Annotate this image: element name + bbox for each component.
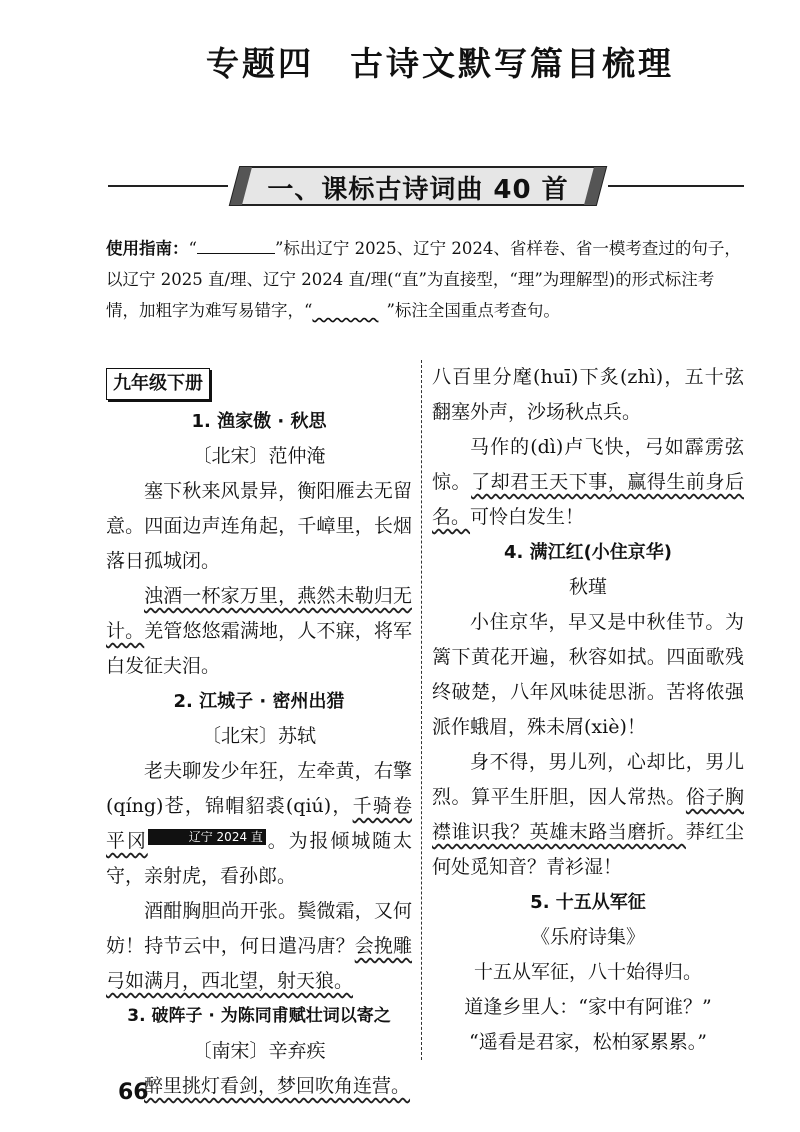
poem-2-stanza-1 — [106, 754, 412, 894]
poem-2-line: 酒酣胸胆尚开张。鬓微霜，又何妨！持节云中，何日遣冯唐？ — [106, 900, 412, 957]
poem-2-key-line: 千骑卷平冈 — [106, 795, 412, 852]
underline-sample — [197, 239, 275, 254]
poem-1-title: 1. 渔家傲 · 秋思 — [191, 411, 327, 432]
poem-4-title: 4. 满江红(小住京华) — [503, 542, 673, 563]
left-column — [106, 366, 412, 1104]
poem-2-title: 2. 江城子 · 密州出猎 — [173, 691, 345, 712]
grade-label: 九年级下册 — [106, 368, 210, 400]
poem-4-key-line: 俗子胸襟谁识我？英雄末路当磨折。 — [432, 786, 744, 843]
banner-rule-left — [108, 185, 228, 187]
poem-2-key-line: 会挽雕弓如满月，西北望，射天狼。 — [106, 935, 412, 992]
poem-2-line: 老夫聊发少年狂，左牵黄，右擎(qíng)苍，锦帽貂裘(qiú)， — [106, 760, 412, 817]
exam-tag: 辽宁 2024 直 — [148, 829, 266, 845]
right-column — [432, 360, 744, 1060]
page-title: 专题四 古诗文默写篇目梳理 — [206, 44, 674, 83]
poem-4-stanza-1: 小住京华，早又是中秋佳节。为篱下黄花开遍，秋容如拭。四面歌残终破楚，八年风味徒思浙。苦将侬强派作蛾眉，殊未屑(xiè)！ — [432, 611, 744, 738]
column-divider — [421, 360, 422, 1060]
poem-1-stanza-1: 塞下秋来风景异，衡阳雁去无留意。四面边声连角起，千嶂里，长烟落日孤城闭。 — [106, 480, 412, 572]
guide-text-3: ”标注全国重点考查句。 — [386, 301, 560, 320]
poem-5-title: 5. 十五从军征 — [530, 892, 646, 913]
poem-5-author: 《乐府诗集》 — [530, 926, 645, 948]
usage-guide — [106, 233, 746, 326]
poem-4-line-end: 莽红尘何处觅知音？青衫湿！ — [432, 821, 744, 878]
poem-4-stanza-2 — [432, 745, 744, 885]
poem-3-line: 马作的(dì)卢飞快，弓如霹雳弦惊。 — [432, 436, 744, 493]
poem-3-key-line: 了却君王天下事，赢得生前身后名。 — [432, 471, 744, 528]
poem-1-author: 〔北宋〕范仲淹 — [192, 445, 326, 467]
poem-2-line-end: 。为报倾城随太守，亲射虎，看孙郎。 — [106, 830, 412, 887]
section-banner — [222, 163, 614, 209]
poem-1-line: 羌管悠悠霜满地，人不寐，将军白发征夫泪。 — [106, 620, 412, 677]
poem-5-line-3: “遥看是君家，松柏冢累累。” — [469, 1031, 707, 1053]
page-number: 66 — [118, 1080, 149, 1105]
poem-3-line-end: 可怜白发生！ — [470, 506, 585, 528]
poem-4-line: 身不得，男儿列，心却比，男儿烈。算平生肝胆，因人常热。 — [432, 751, 744, 808]
poem-2-author: 〔北宋〕苏轼 — [201, 725, 316, 747]
poem-5-line-2: 道逢乡里人：“家中有阿谁？” — [464, 996, 712, 1018]
wavy-underline-sample — [312, 295, 386, 309]
poem-5-line-1: 十五从军征，八十始得归。 — [473, 961, 702, 983]
poem-1-key-line: 浊酒一杯家万里，燕然未勒归无计。 — [106, 585, 412, 642]
poem-1-stanza-2 — [106, 579, 412, 684]
poem-3-title: 3. 破阵子 · 为陈同甫赋壮词以寄之 — [127, 1006, 391, 1026]
poem-2-stanza-2 — [106, 894, 412, 999]
poem-3-key-line: 醉里挑灯看剑，梦回吹角连营。 — [144, 1075, 411, 1097]
poem-4-author: 秋瑾 — [568, 576, 607, 598]
guide-text-2: ”标出辽宁 2025、辽宁 2024、省样卷、省一模考查过的句子，以辽宁 2025 直/理、辽宁 2024 直/理(“直”为直接型，“理”为理解型)的形式标注考情，加粗字为难写易错字，“ — [106, 239, 741, 320]
poem-3-stanza-1-cont: 八百里分麾(huī)下炙(zhì)，五十弦翻塞外声，沙场秋点兵。 — [432, 366, 744, 423]
poem-3-author: 〔南宋〕辛弃疾 — [192, 1040, 326, 1062]
guide-label: 使用指南： — [106, 239, 189, 258]
guide-text-1: “ — [188, 239, 197, 258]
poem-3-stanza-1 — [106, 1069, 412, 1104]
poem-3-stanza-2 — [432, 430, 744, 535]
banner-rule-right — [608, 185, 744, 187]
section-banner-title: 一、课标古诗词曲 40 首 — [267, 175, 569, 205]
